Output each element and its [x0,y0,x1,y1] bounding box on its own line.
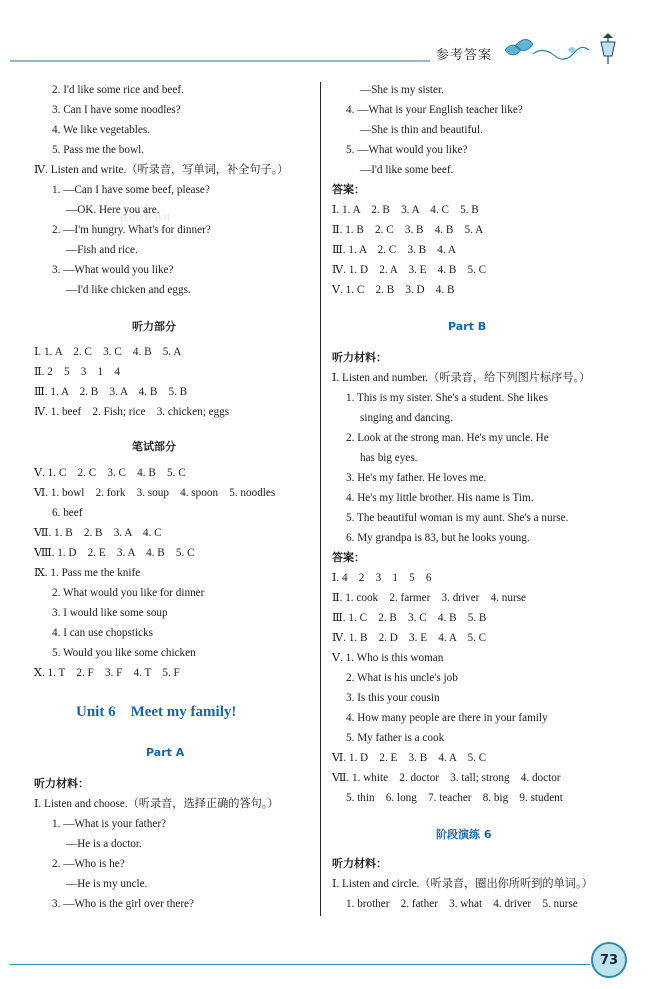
right-line: has big eyes. [360,452,418,464]
part-b-heading: Part B [448,320,487,333]
left-line: Ⅴ. 1. C 2. C 3. C 4. B 5. C [34,467,186,479]
right-line: Ⅱ. 1. cook 2. farmer 3. driver 4. nurse [332,592,527,604]
left-line: Ⅳ. Listen and write.（听录音，写单词，补全句子。） [34,164,289,176]
left-line: 1. —What is your father? [52,818,167,830]
right-line: 1. This is my sister. She's a student. She likes [346,392,548,404]
right-line: 5. My father is a cook [346,732,445,744]
right-line: —She is thin and beautiful. [360,124,483,136]
left-line: Ⅸ. 1. Pass me the knife [34,567,141,579]
left-line: Ⅷ. 1. D 2. E 3. A 4. B 5. C [34,547,195,559]
right-line: 4. He's my little brother. His name is Tim. [346,492,534,504]
left-line: —I'd like chicken and eggs. [66,284,191,296]
left-line: —He is my uncle. [66,878,148,890]
stamp-text: 扶对快对 扶对 [120,213,171,222]
listening-part-heading: 听力部分 [132,320,176,333]
right-line: Ⅲ. 1. A 2. C 3. B 4. A [332,244,456,256]
left-line: Ⅹ. 1. T 2. F 3. F 4. T 5. F [34,667,180,679]
right-line: Ⅰ. 4 2 3 1 5 6 [332,572,432,584]
answers-label: 答案： [332,183,365,196]
left-line: 4. I can use chopsticks [52,627,153,639]
left-line: Ⅵ. 1. bowl 2. fork 3. soup 4. spoon 5. noodles [34,487,276,499]
right-line: 6. My grandpa is 83, but he looks young. [346,532,530,544]
left-line: —He is a doctor. [66,838,142,850]
left-line: 4. We like vegetables. [52,124,150,136]
right-line: 2. What is his uncle's job [346,672,458,684]
left-line: —Fish and rice. [66,244,138,256]
right-line: Ⅵ. 1. D 2. E 3. B 4. A 5. C [332,752,487,764]
left-line: Ⅳ. 1. beef 2. Fish; rice 3. chicken; eggs [34,406,230,418]
left-line: 2. I'd like some rice and beef. [52,84,184,96]
right-line: Ⅰ. Listen and number.（听录音，给下列图片标序号。） [332,372,591,384]
left-line: 3. —Who is the girl over there? [52,898,194,910]
left-line: 3. Can I have some noodles? [52,104,181,116]
left-line: Ⅶ. 1. B 2. B 3. A 4. C [34,527,162,539]
left-line: 2. What would you like for dinner [52,587,205,599]
right-line: Ⅳ. 1. D 2. A 3. E 4. B 5. C [332,264,487,276]
right-line: Ⅰ. 1. A 2. B 3. A 4. C 5. B [332,204,479,216]
right-line: —I'd like some beef. [360,164,454,176]
left-line: Ⅰ. Listen and choose.（听录音，选择正确的答句。） [34,798,279,810]
unit-title: Unit 6 Meet my family! [76,704,237,720]
header-title: 参考答案 [436,48,493,63]
left-line: 2. —I'm hungry. What's for dinner? [52,224,211,236]
left-line: Ⅰ. 1. A 2. C 3. C 4. B 5. A [34,346,182,358]
right-line: Ⅴ. 1. C 2. B 3. D 4. B [332,284,455,296]
listening-materials-label: 听力材料： [34,777,89,790]
left-line: 6. beef [52,507,83,519]
listening-materials-label: 听力材料： [332,351,387,364]
right-line: Ⅱ. 1. B 2. C 3. B 4. B 5. A [332,224,484,236]
right-line: 5. The beautiful woman is my aunt. She's a nurse. [346,512,569,524]
page-number: 73 [591,942,627,978]
column-divider [320,82,321,916]
right-line: Ⅳ. 1. B 2. D 3. E 4. A 5. C [332,632,487,644]
stage-practice-heading: 阶段演练 6 [436,828,492,841]
right-line: Ⅰ. Listen and circle.（听录音，圈出你所听到的单词。） [332,878,593,890]
header-decoration-icon [0,28,669,78]
right-line: Ⅴ. 1. Who is this woman [332,652,444,664]
right-line: 4. How many people are there in your family [346,712,548,724]
right-line: singing and dancing. [360,412,453,424]
left-line: 3. —What would you like? [52,264,174,276]
right-line: 4. —What is your English teacher like? [346,104,523,116]
left-line: 2. —Who is he? [52,858,125,870]
left-line: Ⅲ. 1. A 2. B 3. A 4. B 5. B [34,386,188,398]
right-line: 5. —What would you like? [346,144,468,156]
left-line: 5. Pass me the bowl. [52,144,144,156]
left-line: Ⅱ. 2 5 3 1 4 [34,366,120,378]
right-line: —She is my sister. [360,84,444,96]
left-line: 3. I would like some soup [52,607,168,619]
footer-line [10,964,590,965]
right-line: 3. Is this your cousin [346,692,440,704]
right-line: Ⅲ. 1. C 2. B 3. C 4. B 5. B [332,612,487,624]
right-line: Ⅶ. 1. white 2. doctor 3. tall; strong 4. doctor [332,772,561,784]
written-part-heading: 笔试部分 [132,440,176,453]
answers-label: 答案： [332,551,365,564]
right-line: 3. He's my father. He loves me. [346,472,487,484]
part-a-heading: Part A [146,746,185,759]
right-line: 1. brother 2. father 3. what 4. driver 5. nurse [346,898,578,910]
left-line: —OK. Here you are. [66,204,160,216]
left-line: 5. Would you like some chicken [52,647,196,659]
right-line: 5. thin 6. long 7. teacher 8. big 9. student [346,792,563,804]
left-line: 1. —Can I have some beef, please? [52,184,210,196]
listening-materials-label: 听力材料： [332,857,387,870]
right-line: 2. Look at the strong man. He's my uncle. He [346,432,549,444]
